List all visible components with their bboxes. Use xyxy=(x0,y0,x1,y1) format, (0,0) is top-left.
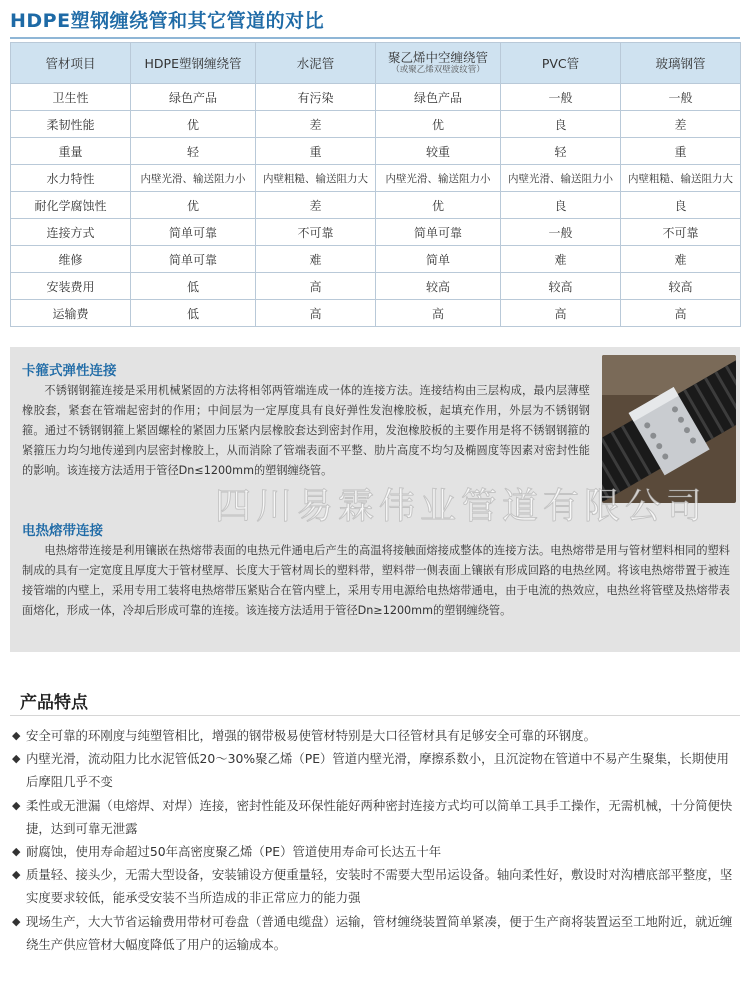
features-title: 产品特点 xyxy=(20,693,88,713)
table-row xyxy=(11,138,741,165)
table-row xyxy=(11,84,741,111)
table-cell: 运输费 xyxy=(11,300,131,327)
diamond-bullet-icon: ◆ xyxy=(12,914,21,928)
header-cell: 聚乙烯中空缠绕管 （或聚乙烯双壁波纹管） xyxy=(376,43,501,84)
list-item: ◆ 耐腐蚀，使用寿命超过50年高密度聚乙烯（PE）管道使用寿命可长达五十年 xyxy=(12,840,734,863)
table-cell: 较高 xyxy=(501,273,621,300)
table-cell: 不可靠 xyxy=(621,219,741,246)
table-cell: 低 xyxy=(131,273,256,300)
list-item: ◆ 内壁光滑，流动阻力比水泥管低20～30%聚乙烯（PE）管道内壁光滑，摩擦系数小，且沉淀物在管道中不易产生聚集，长期使用后摩阻几乎不变 xyxy=(12,747,734,793)
table-cell: 内壁粗糙、输送阻力大 xyxy=(256,165,376,192)
title-divider xyxy=(10,37,740,39)
table-cell: 维修 xyxy=(11,246,131,273)
table-cell: 连接方式 xyxy=(11,219,131,246)
clamp-connection-title: 卡箍式弹性连接 xyxy=(22,363,117,379)
header-cell: PVC管 xyxy=(501,43,621,84)
diamond-bullet-icon: ◆ xyxy=(12,752,21,766)
table-cell: 低 xyxy=(131,300,256,327)
table-cell: 重 xyxy=(621,138,741,165)
table-cell: 较高 xyxy=(376,273,501,300)
table-cell: 安装费用 xyxy=(11,273,131,300)
table-cell: 良 xyxy=(621,192,741,219)
table-cell: 优 xyxy=(131,111,256,138)
table-cell: 不可靠 xyxy=(256,219,376,246)
table-cell: 卫生性 xyxy=(11,84,131,111)
table-cell: 难 xyxy=(256,246,376,273)
table-cell: 有污染 xyxy=(256,84,376,111)
table-cell: 轻 xyxy=(501,138,621,165)
table-cell: 内壁粗糙、输送阻力大 xyxy=(621,165,741,192)
table-cell: 一般 xyxy=(621,84,741,111)
table-header-row xyxy=(11,43,741,84)
table-cell: 差 xyxy=(256,192,376,219)
list-item: ◆ 安全可靠的环刚度与纯塑管相比，增强的钢带极易使管材特别是大口径管材具有足够安全可靠的环钢度。 xyxy=(12,724,734,747)
page-title: HDPE塑钢缠绕管和其它管道的对比 xyxy=(10,10,325,32)
comparison-table xyxy=(10,42,741,327)
table-cell: 良 xyxy=(501,192,621,219)
table-row xyxy=(11,165,741,192)
table-cell: 差 xyxy=(256,111,376,138)
table-row xyxy=(11,273,741,300)
table-cell: 内壁光滑、输送阻力小 xyxy=(376,165,501,192)
table-cell: 难 xyxy=(621,246,741,273)
features-list xyxy=(12,724,734,956)
table-cell: 一般 xyxy=(501,84,621,111)
table-cell: 简单可靠 xyxy=(131,219,256,246)
table-cell: 轻 xyxy=(131,138,256,165)
table-cell: 高 xyxy=(621,300,741,327)
table-cell: 优 xyxy=(376,111,501,138)
table-row xyxy=(11,246,741,273)
list-item: ◆ 现场生产，大大节省运输费用带材可卷盘（普通电缆盘）运输，管材缠绕装置简单紧凑，便于生产商将装置运至工地附近，就近缠绕生产供应管材大幅度降低了用户的运输成本。 xyxy=(12,910,734,956)
header-cell: 管材项目 xyxy=(11,43,131,84)
table-cell: 绿色产品 xyxy=(131,84,256,111)
table-cell: 差 xyxy=(621,111,741,138)
table-cell: 绿色产品 xyxy=(376,84,501,111)
table-cell: 重 xyxy=(256,138,376,165)
table-cell: 一般 xyxy=(501,219,621,246)
table-cell: 内壁光滑、输送阻力小 xyxy=(501,165,621,192)
electrofusion-connection-text: 电热熔带连接是利用镶嵌在热熔带表面的电热元件通电后产生的高温将接触面熔接成整体的连接方法。电热熔带是用与管材塑料相同的塑料制成的具有一定宽度且厚度大于管材壁厚、长度大于管材周长的塑料带，塑料带一侧表面上镶嵌有形成回路的电热丝网。将该电热熔带置于被连接管端的内壁上，采用专用工装将电热熔带压紧贴合在管内壁上，采用专用电源给电热熔带通电，由于电流的热效应，电热丝将管壁及热熔带表面熔化，形成一体，冷却后形成可靠的连接。该连接方法适用于管径Dn≥1200mm的塑钢缠绕管。 xyxy=(22,544,730,617)
diamond-bullet-icon: ◆ xyxy=(12,729,21,742)
table-cell: 简单 xyxy=(376,246,501,273)
table-cell: 耐化学腐蚀性 xyxy=(11,192,131,219)
table-cell: 较重 xyxy=(376,138,501,165)
table-cell: 高 xyxy=(501,300,621,327)
header-cell: HDPE塑钢缠绕管 xyxy=(131,43,256,84)
table-cell: 高 xyxy=(256,273,376,300)
table-cell: 重量 xyxy=(11,138,131,165)
table-cell: 难 xyxy=(501,246,621,273)
list-item: ◆ 柔性或无泄漏（电熔焊、对焊）连接，密封性能及环保性能好两种密封连接方式均可以简单工具手工操作，无需机械，十分简便快捷，达到可靠无泄露 xyxy=(12,794,734,840)
diamond-bullet-icon: ◆ xyxy=(12,845,21,859)
diamond-bullet-icon: ◆ xyxy=(12,798,21,812)
table-cell: 高 xyxy=(376,300,501,327)
company-watermark: 四川易霖伟业管道有限公司 xyxy=(215,486,708,527)
table-row xyxy=(11,111,741,138)
table-row xyxy=(11,300,741,327)
clamp-connection-text: 不锈钢钢箍连接是采用机械紧固的方法将相邻两管端连成一体的连接方法。连接结构由三层构成，最内层薄壁橡胶套，紧套在管端起密封的作用；中间层为一定厚度具有良好弹性发泡橡胶板，起填充作用，外层为不锈钢钢箍。通过不锈钢钢箍上紧固螺栓的紧固力压紧内层橡胶套达到密封作用，发泡橡胶板的主要作用是将不锈钢钢箍的紧箍压力均匀地传递到内层密封橡胶上，从而消除了管端表面不平整、肋片高度不均匀及椭圆度等因素对密封性能的影响。该连接方法适用于管径Dn≤1200mm的塑钢缠绕管。 xyxy=(22,384,590,477)
table-cell: 较高 xyxy=(621,273,741,300)
header-cell: 水泥管 xyxy=(256,43,376,84)
diamond-bullet-icon: ◆ xyxy=(12,868,21,882)
table-cell: 内壁光滑、输送阻力小 xyxy=(131,165,256,192)
table-cell: 高 xyxy=(256,300,376,327)
table-cell: 优 xyxy=(131,192,256,219)
table-row xyxy=(11,219,741,246)
table-cell: 柔韧性能 xyxy=(11,111,131,138)
table-cell: 良 xyxy=(501,111,621,138)
header-cell: 玻璃钢管 xyxy=(621,43,741,84)
table-cell: 水力特性 xyxy=(11,165,131,192)
table-cell: 简单可靠 xyxy=(376,219,501,246)
list-item: ◆ 质量轻、接头少，无需大型设备，安装铺设方便重量轻，安装时不需要大型吊运设备。轴向柔性好，敷设时对沟槽底部平整度，坚实度要求较低，能承受安装不当所造成的非正常应力的能力强 xyxy=(12,863,734,909)
table-row xyxy=(11,192,741,219)
table-cell: 优 xyxy=(376,192,501,219)
table-cell: 简单可靠 xyxy=(131,246,256,273)
features-divider xyxy=(10,715,740,716)
electrofusion-connection-title: 电热熔带连接 xyxy=(22,523,103,539)
